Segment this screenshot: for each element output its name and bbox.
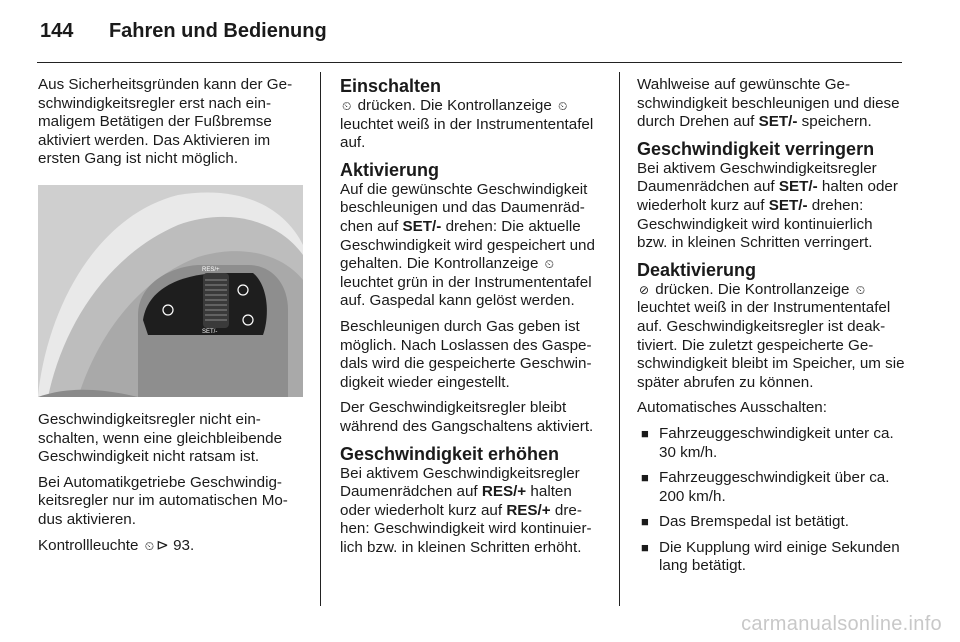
heading-verringern: Geschwindigkeit verringern <box>637 138 875 159</box>
cruise-control-icon: ⏲ <box>144 538 155 553</box>
cruise-control-icon: ⏲ <box>544 257 555 272</box>
cruise-control-off-icon: ⊘ <box>639 282 650 297</box>
header-rule <box>37 62 902 63</box>
set-label: SET/- <box>202 328 218 335</box>
heading-erhoehen: Geschwindigkeit erhöhen <box>340 443 560 464</box>
column-left <box>38 76 303 562</box>
cruise-control-icon: ⏲ <box>558 99 568 113</box>
heading-einschalten: Einschalten <box>340 76 442 96</box>
column-right <box>637 76 905 583</box>
caption-paragraph: Geschwindigkeitsregler nicht einschalten, wenn eine gleichbleibende Geschwindigkeit nicht ratsam ist. <box>38 410 283 466</box>
list-item: ■ Fahrzeuggeschwindigkeit unter ca. 30 km/h. <box>637 425 905 462</box>
automatic-paragraph: Bei Automatikgetriebe Geschwindigkeitsregler nur im automatischen Modus aktivieren. <box>38 473 288 528</box>
erhoehen-paragraph: Bei aktivem Geschwindigkeitsregler Daumenrädchen auf RES/+ halten oder wiederholt kurz auf RES/+ drehen: Geschwindigkeit wird kontinuierlich bzw. in kleinen Schritten erhöht. <box>340 464 592 556</box>
heading-aktivierung: Aktivierung <box>340 159 440 180</box>
steering-wheel-photo <box>38 185 303 397</box>
auto-off-label: Automatisches Ausschalten: <box>637 399 827 417</box>
list-item: ■ Fahrzeuggeschwindigkeit über ca. 200 km/h. <box>637 469 905 506</box>
aktivierung-paragraph: Auf die gewünschte Geschwindigkeit beschleunigen und das Daumenrädchen auf SET/- drehen: Die aktuelle Geschwindigkeit wird gespeichert und gehalten. Die Kontrollanzeige ⏲ leuchtet grün in der Instrumententafel auf. Gaspedal kann gelöst werden. <box>340 180 595 310</box>
column-divider <box>320 72 321 606</box>
list-item: ■ Die Kupplung wird einige Sekunden lang betätigt. <box>637 539 905 576</box>
gangschalten-paragraph: Der Geschwindigkeitsregler bleibt während des Gangschaltens aktiviert. <box>340 399 594 435</box>
verringern-paragraph: Bei aktivem Geschwindigkeitsregler Daumenrädchen auf SET/- halten oder wiederholt kurz auf SET/- drehen: Geschwindigkeit wird kontinuierlich bzw. in kleinen Schritten verringert. <box>637 159 898 252</box>
cruise-control-icon: ⏲ <box>342 99 352 113</box>
column-divider <box>619 72 620 606</box>
column-middle <box>340 76 604 564</box>
control-light-reference: Kontrollleuchte ⏲ ⊳ 93. <box>38 536 195 554</box>
auto-off-list <box>637 425 905 576</box>
cruise-control-icon: ⏲ <box>855 282 866 297</box>
wahlweise-paragraph: Wahlweise auf gewünschte Geschwindigkeit beschleunigen und diese durch Drehen auf SET/- speichern. <box>637 76 900 131</box>
watermark: carmanualsonline.info <box>741 613 942 635</box>
heading-deaktivierung: Deaktivierung <box>637 259 757 280</box>
list-item: ■ Das Bremspedal ist betätigt. <box>637 513 905 532</box>
reference-arrow-icon: ⊳ <box>156 536 169 554</box>
intro-paragraph: Aus Sicherheitsgründen kann der Geschwindigkeitsregler erst nach einmaligem Betätigen der Fußbremse aktiviert werden. Das Aktivieren im ersten Gang ist nicht möglich. <box>38 76 293 168</box>
page-number: 144 <box>40 20 74 42</box>
page-title: Fahren und Bedienung <box>108 20 327 42</box>
page-header <box>40 20 327 43</box>
deaktivierung-paragraph: ⊘ drücken. Die Kontrollanzeige ⏲ leuchtet weiß in der Instrumententafel auf. Geschwindigkeitsregler ist deaktiviert. Die zuletzt gespeicherte Geschwindigkeit bleibt im Speicher, um sie später abrufen zu können. <box>637 280 905 391</box>
einschalten-paragraph: ⏲ drücken. Die Kontrollanzeige ⏲ leuchtet weiß in der Instrumententafel auf. <box>340 97 594 152</box>
beschleunigen-paragraph: Beschleunigen durch Gas geben ist möglich. Nach Loslassen des Gaspedals wird die gespeicherte Geschwindigkeit wieder eingestellt. <box>340 317 592 391</box>
res-label: RES/+ <box>202 266 220 273</box>
